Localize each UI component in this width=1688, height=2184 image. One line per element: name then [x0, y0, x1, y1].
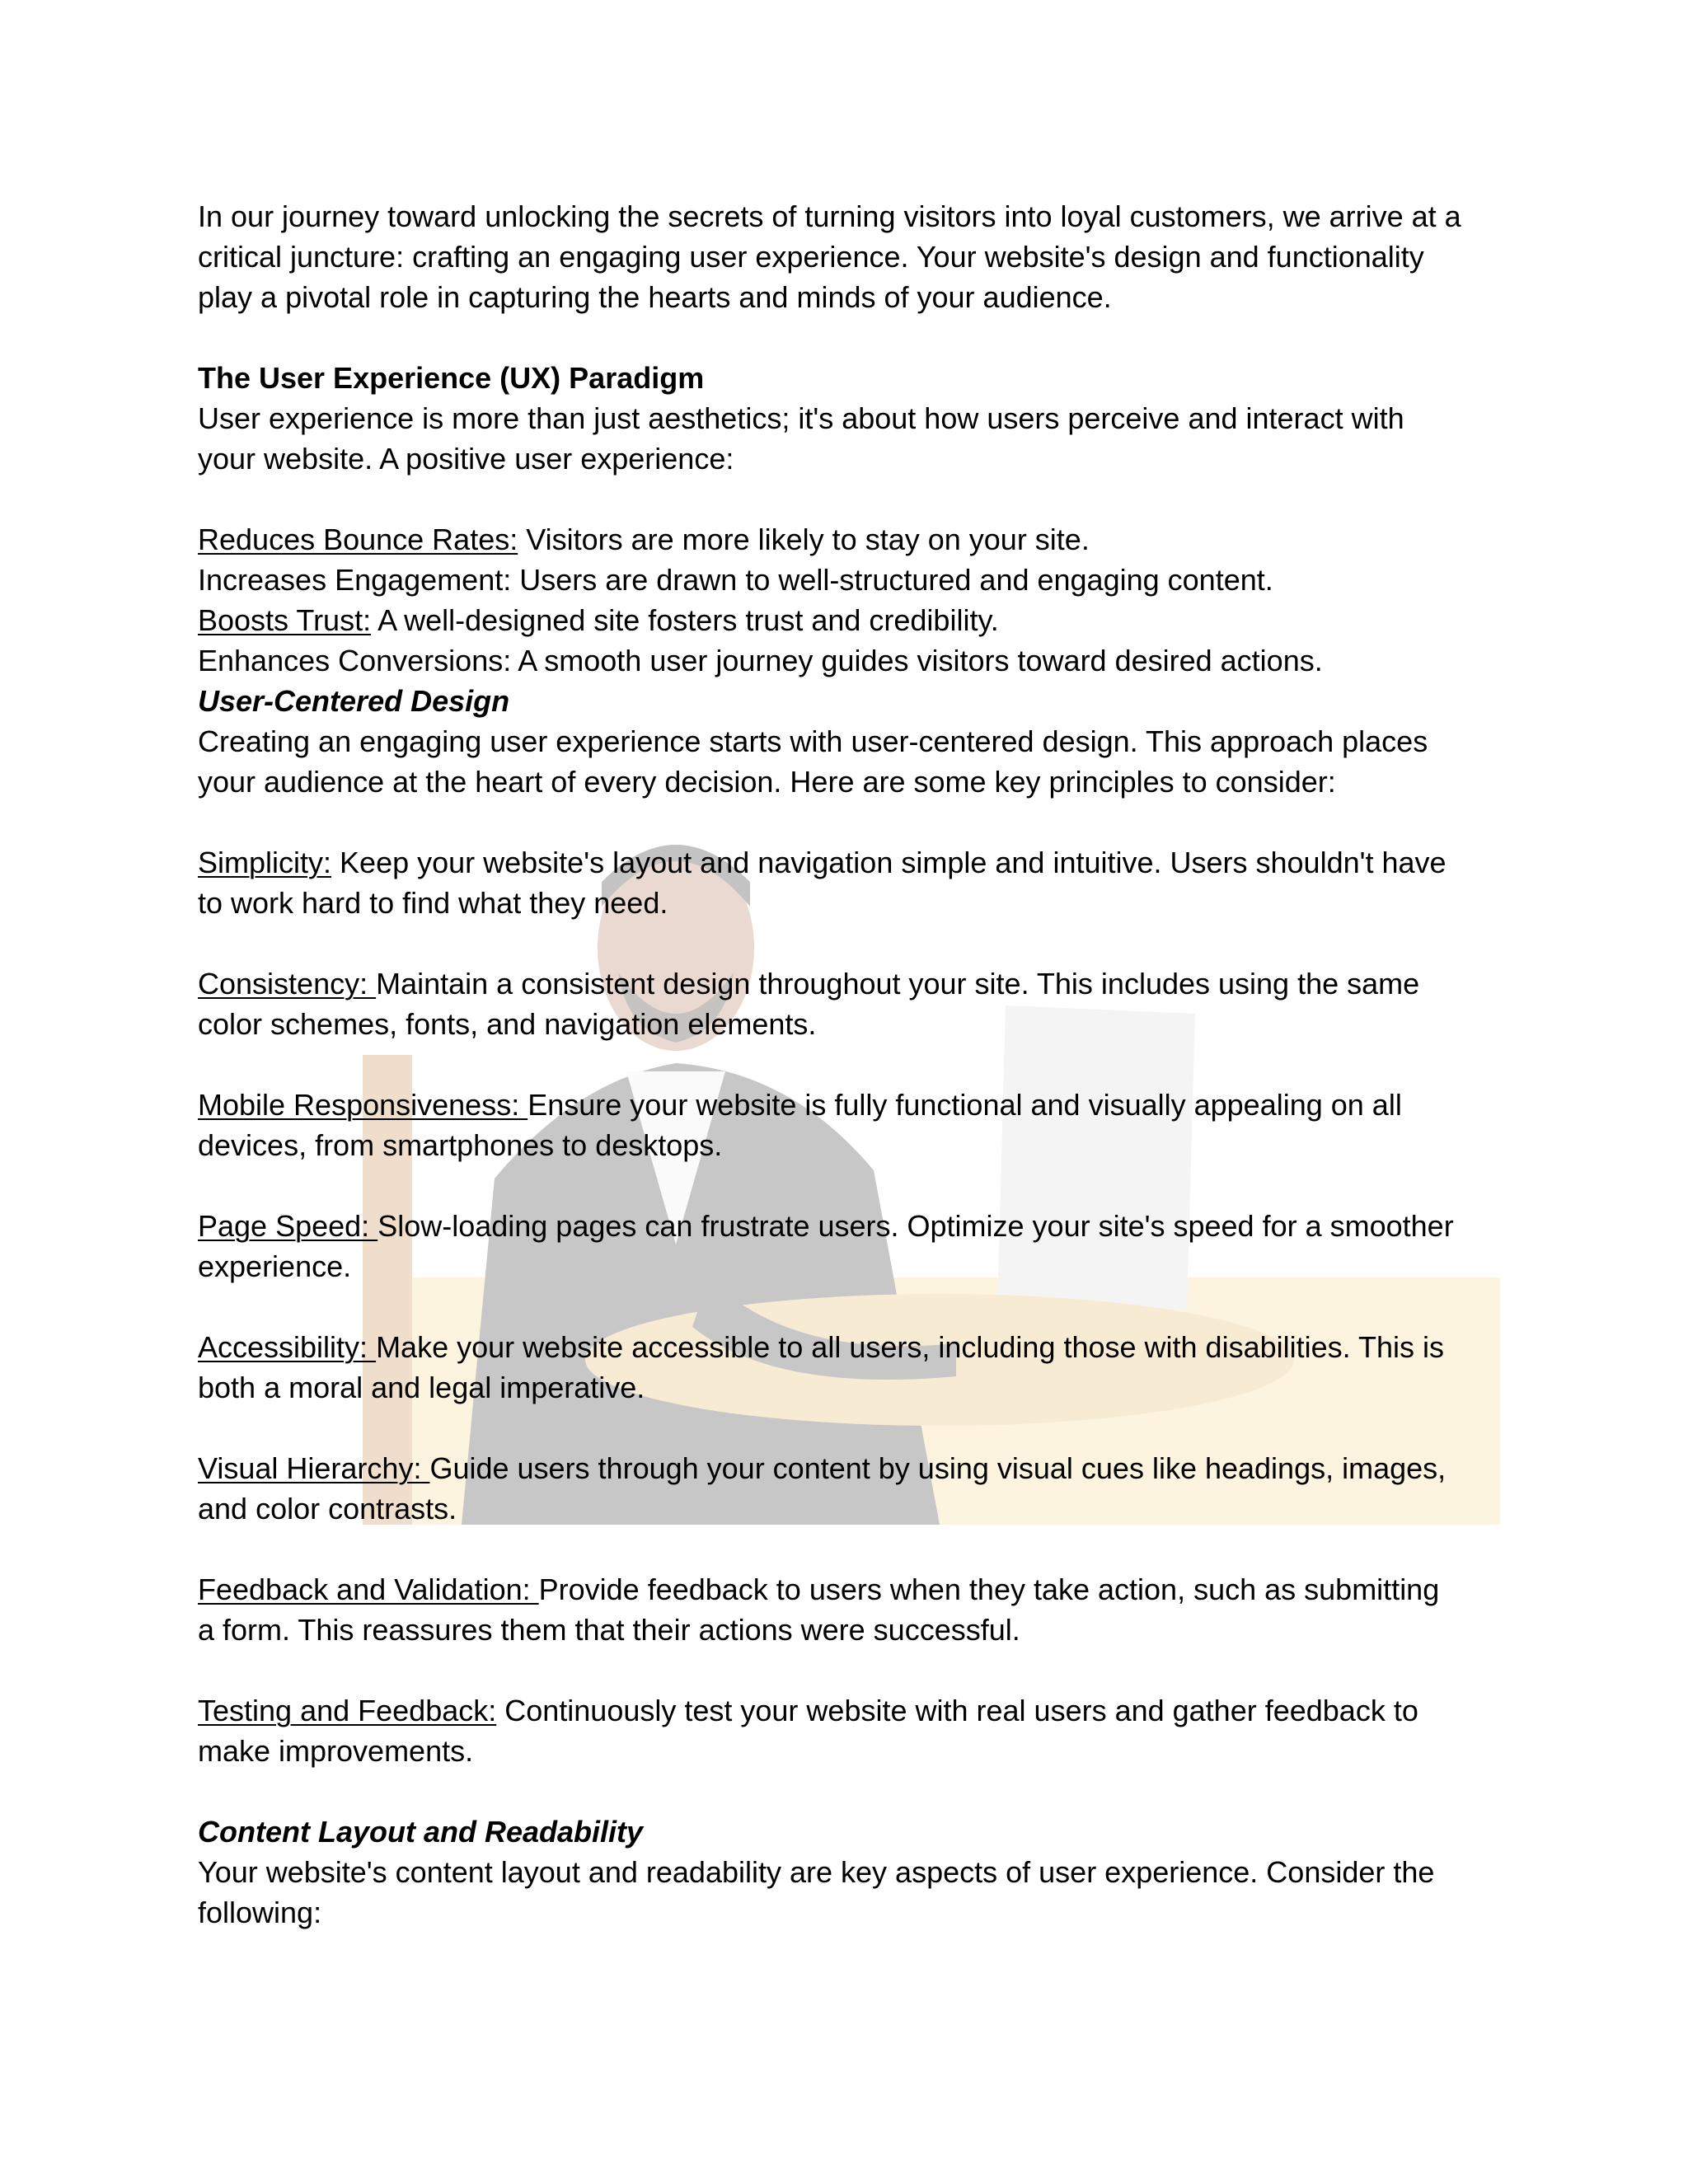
document-page	[198, 196, 1500, 1933]
intro-line: In our journey toward unlocking the secrets of turning visitors into loyal customers, we arrive at a	[198, 199, 1461, 233]
principle-item	[198, 1085, 1500, 1165]
benefits-list	[198, 519, 1500, 681]
benefit-item	[198, 560, 1500, 600]
principle-text: devices, from smartphones to desktops.	[198, 1128, 723, 1162]
benefit-text: Visitors are more likely to stay on your site.	[518, 523, 1090, 556]
benefit-label: Boosts Trust:	[198, 603, 372, 637]
principle-text: Guide users through your content by using visual cues like headings, images,	[429, 1451, 1447, 1485]
section-heading: The User Experience (UX) Paradigm	[198, 361, 705, 395]
principle-text: experience.	[198, 1249, 352, 1283]
body-line: User experience is more than just aesthetics; it's about how users perceive and interact with	[198, 401, 1404, 435]
principle-item	[198, 1206, 1500, 1286]
principle-item	[198, 1569, 1500, 1650]
principle-label: Consistency:	[198, 967, 377, 1001]
intro-paragraph	[198, 196, 1500, 317]
principle-text: Continuously test your website with real users and gather feedback to	[496, 1694, 1418, 1727]
principle-item	[198, 1448, 1500, 1529]
intro-line: play a pivotal role in capturing the hearts and minds of your audience.	[198, 280, 1112, 314]
principle-text: both a moral and legal imperative.	[198, 1371, 645, 1404]
principle-label: Simplicity:	[198, 846, 332, 879]
intro-line: critical juncture: crafting an engaging user experience. Your website's design and functionality	[198, 240, 1424, 274]
section-heading: User-Centered Design	[198, 684, 510, 718]
benefit-label: Reduces Bounce Rates:	[198, 523, 518, 556]
benefit-label: Enhances Conversions:	[198, 644, 512, 677]
principle-label: Accessibility:	[198, 1330, 377, 1364]
principle-label: Testing and Feedback:	[198, 1694, 497, 1727]
body-line: your audience at the heart of every decision. Here are some key principles to consider:	[198, 765, 1336, 799]
principle-text: make improvements.	[198, 1734, 474, 1768]
principle-text: Provide feedback to users when they take action, such as submitting	[538, 1572, 1440, 1606]
principle-text: Ensure your website is fully functional and visually appealing on all	[528, 1088, 1402, 1122]
principle-text: a form. This reassures them that their actions were successful.	[198, 1613, 1020, 1647]
benefit-item	[198, 640, 1500, 681]
body-line: Your website's content layout and readability are key aspects of user experience. Consider the	[198, 1855, 1435, 1889]
principle-text: Maintain a consistent design throughout your site. This includes using the same	[376, 967, 1420, 1001]
principle-text: Slow-loading pages can frustrate users. Optimize your site's speed for a smoother	[377, 1209, 1454, 1243]
benefit-item	[198, 600, 1500, 640]
benefit-text: A well-designed site fosters trust and credibility.	[371, 603, 999, 637]
principle-text: color schemes, fonts, and navigation elements.	[198, 1007, 817, 1041]
principle-text: Make your website accessible to all users, including those with disabilities. This is	[376, 1330, 1444, 1364]
principle-text: Keep your website's layout and navigation simple and intuitive. Users shouldn't have	[331, 846, 1447, 879]
benefit-text: Users are drawn to well-structured and engaging content.	[511, 563, 1273, 597]
principle-label: Mobile Responsiveness:	[198, 1088, 528, 1122]
ucd-section	[198, 681, 1500, 802]
principle-text: to work hard to find what they need.	[198, 886, 668, 920]
principle-label: Page Speed:	[198, 1209, 378, 1243]
body-line: your website. A positive user experience:	[198, 442, 734, 476]
principle-label: Visual Hierarchy:	[198, 1451, 430, 1485]
benefit-item	[198, 519, 1500, 560]
benefit-text: A smooth user journey guides visitors toward desired actions.	[511, 644, 1323, 677]
principle-item	[198, 842, 1500, 923]
principle-item	[198, 1690, 1500, 1771]
benefit-label: Increases Engagement:	[198, 563, 512, 597]
body-line: Creating an engaging user experience starts with user-centered design. This approach places	[198, 724, 1428, 758]
principle-label: Feedback and Validation:	[198, 1572, 539, 1606]
principle-text: and color contrasts.	[198, 1492, 457, 1526]
ux-section	[198, 358, 1500, 479]
body-line: following:	[198, 1896, 322, 1929]
principle-item	[198, 963, 1500, 1044]
layout-section	[198, 1811, 1500, 1933]
principle-item	[198, 1327, 1500, 1408]
section-heading: Content Layout and Readability	[198, 1815, 644, 1849]
